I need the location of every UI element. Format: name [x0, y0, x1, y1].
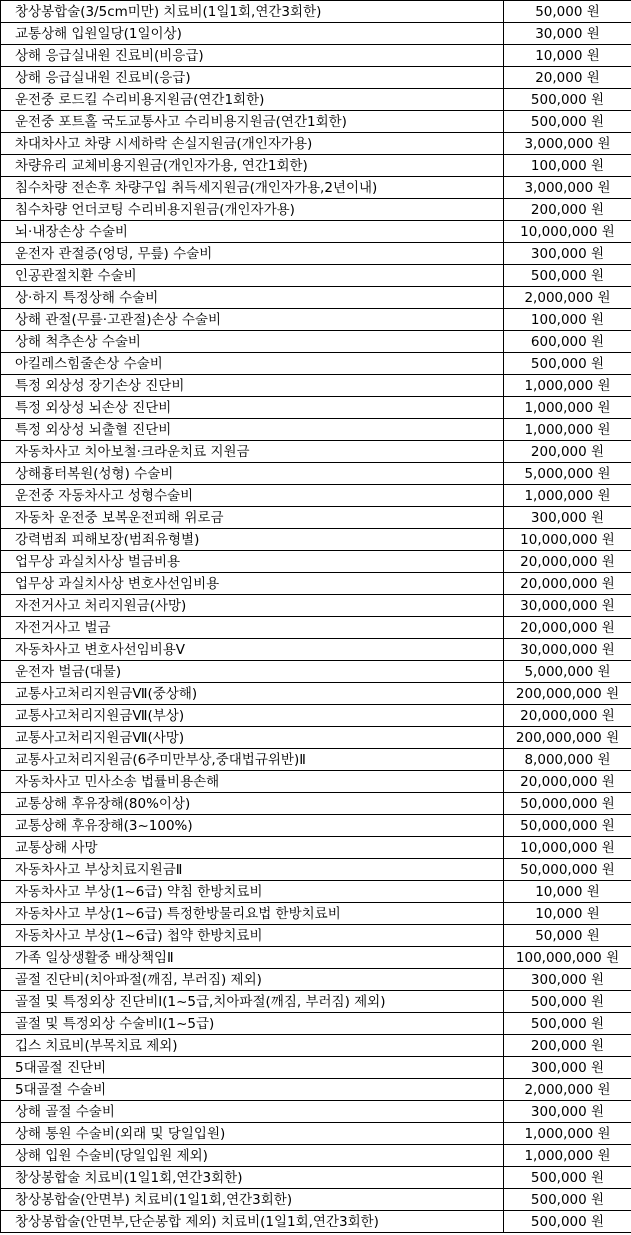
table-row	[1, 1079, 631, 1101]
coverage-name-cell: 창상봉합술 치료비(1일1회,연간3회한)	[1, 1167, 504, 1189]
coverage-amount-cell: 200,000 원	[504, 1035, 631, 1057]
table-row	[1, 1013, 631, 1035]
coverage-amount-cell: 500,000 원	[504, 89, 631, 111]
coverage-amount-cell: 3,000,000 원	[504, 177, 631, 199]
coverage-name-cell: 뇌·내장손상 수술비	[1, 221, 504, 243]
coverage-amount-cell: 1,000,000 원	[504, 419, 631, 441]
coverage-name-cell: 교통상해 후유장해(3~100%)	[1, 815, 504, 837]
table-row	[1, 463, 631, 485]
coverage-name-cell: 자전거사고 벌금	[1, 617, 504, 639]
coverage-name-cell: 자동차사고 부상(1~6급) 특정한방물리요법 한방치료비	[1, 903, 504, 925]
table-row	[1, 551, 631, 573]
coverage-amount-cell: 3,000,000 원	[504, 133, 631, 155]
coverage-amount-cell: 500,000 원	[504, 991, 631, 1013]
coverage-name-cell: 자동차사고 민사소송 법률비용손해	[1, 771, 504, 793]
coverage-name-cell: 상해 통원 수술비(외래 및 당일입원)	[1, 1123, 504, 1145]
table-row	[1, 221, 631, 243]
coverage-name-cell: 깁스 치료비(부목치료 제외)	[1, 1035, 504, 1057]
coverage-amount-cell: 500,000 원	[504, 111, 631, 133]
coverage-amount-cell: 20,000 원	[504, 67, 631, 89]
coverage-name-cell: 상해 응급실내원 진료비(응급)	[1, 67, 504, 89]
coverage-amount-cell: 20,000,000 원	[504, 617, 631, 639]
table-row	[1, 45, 631, 67]
table-row	[1, 749, 631, 771]
coverage-amount-cell: 300,000 원	[504, 507, 631, 529]
table-row	[1, 485, 631, 507]
table-row	[1, 573, 631, 595]
coverage-amount-cell: 20,000,000 원	[504, 573, 631, 595]
table-row	[1, 1145, 631, 1167]
coverage-name-cell: 교통사고처리지원금Ⅶ(부상)	[1, 705, 504, 727]
table-row	[1, 617, 631, 639]
coverage-amount-cell: 50,000,000 원	[504, 793, 631, 815]
coverage-name-cell: 운전중 로드킬 수리비용지원금(연간1회한)	[1, 89, 504, 111]
coverage-name-cell: 아킬레스힘줄손상 수술비	[1, 353, 504, 375]
coverage-name-cell: 골절 및 특정외상 진단비Ⅰ(1~5급,치아파절(깨짐, 부러짐) 제외)	[1, 991, 504, 1013]
coverage-amount-cell: 50,000,000 원	[504, 815, 631, 837]
table-row	[1, 595, 631, 617]
coverage-name-cell: 교통사고처리지원금(6주미만부상,중대법규위반)Ⅱ	[1, 749, 504, 771]
table-row	[1, 397, 631, 419]
coverage-name-cell: 자동차 운전중 보복운전피해 위로금	[1, 507, 504, 529]
coverage-name-cell: 상해 골절 수술비	[1, 1101, 504, 1123]
coverage-amount-cell: 300,000 원	[504, 969, 631, 991]
table-row	[1, 133, 631, 155]
table-row	[1, 925, 631, 947]
table-row	[1, 441, 631, 463]
coverage-amount-cell: 10,000,000 원	[504, 221, 631, 243]
coverage-name-cell: 창상봉합술(안면부,단순봉합 제외) 치료비(1일1회,연간3회한)	[1, 1211, 504, 1233]
coverage-name-cell: 운전자 관절증(엉덩, 무릎) 수술비	[1, 243, 504, 265]
coverage-amount-cell: 50,000,000 원	[504, 859, 631, 881]
coverage-name-cell: 인공관절치환 수술비	[1, 265, 504, 287]
coverage-amount-cell: 200,000 원	[504, 199, 631, 221]
table-row	[1, 837, 631, 859]
coverage-amount-cell: 300,000 원	[504, 1101, 631, 1123]
coverage-name-cell: 침수차량 전손후 차량구입 취득세지원금(개인자가용,2년이내)	[1, 177, 504, 199]
table-row	[1, 1189, 631, 1211]
coverage-amount-cell: 300,000 원	[504, 1057, 631, 1079]
coverage-name-cell: 특정 외상성 뇌출혈 진단비	[1, 419, 504, 441]
coverage-amount-cell: 50,000 원	[504, 1, 631, 23]
coverage-amount-cell: 500,000 원	[504, 1211, 631, 1233]
table-row	[1, 23, 631, 45]
coverage-amount-cell: 500,000 원	[504, 265, 631, 287]
coverage-amount-cell: 500,000 원	[504, 1167, 631, 1189]
coverage-amount-cell: 30,000,000 원	[504, 595, 631, 617]
coverage-name-cell: 침수차량 언더코팅 수리비용지원금(개인자가용)	[1, 199, 504, 221]
coverage-name-cell: 운전자 벌금(대물)	[1, 661, 504, 683]
table-row	[1, 111, 631, 133]
table-row	[1, 1167, 631, 1189]
coverage-name-cell: 5대골절 수술비	[1, 1079, 504, 1101]
coverage-amount-cell: 1,000,000 원	[504, 1145, 631, 1167]
table-row	[1, 815, 631, 837]
coverage-amount-cell: 500,000 원	[504, 1013, 631, 1035]
coverage-name-cell: 자동차사고 치아보철·크라운치료 지원금	[1, 441, 504, 463]
table-row	[1, 331, 631, 353]
coverage-name-cell: 자동차사고 부상(1~6급) 약침 한방치료비	[1, 881, 504, 903]
coverage-amount-cell: 50,000 원	[504, 925, 631, 947]
coverage-name-cell: 교통상해 사망	[1, 837, 504, 859]
table-row	[1, 705, 631, 727]
table-row	[1, 1057, 631, 1079]
coverage-name-cell: 특정 외상성 뇌손상 진단비	[1, 397, 504, 419]
coverage-amount-cell: 2,000,000 원	[504, 1079, 631, 1101]
coverage-name-cell: 자동차사고 변호사선임비용Ⅴ	[1, 639, 504, 661]
coverage-amount-cell: 10,000,000 원	[504, 837, 631, 859]
coverage-amount-cell: 500,000 원	[504, 1189, 631, 1211]
table-row	[1, 771, 631, 793]
coverage-amount-cell: 8,000,000 원	[504, 749, 631, 771]
coverage-amount-cell: 100,000 원	[504, 309, 631, 331]
coverage-name-cell: 상해흉터복원(성형) 수술비	[1, 463, 504, 485]
coverage-name-cell: 5대골절 진단비	[1, 1057, 504, 1079]
coverage-name-cell: 창상봉합술(3/5cm미만) 치료비(1일1회,연간3회한)	[1, 1, 504, 23]
table-row	[1, 1211, 631, 1233]
coverage-amount-cell: 500,000 원	[504, 353, 631, 375]
coverage-amount-cell: 10,000 원	[504, 881, 631, 903]
coverage-name-cell: 자전거사고 처리지원금(사망)	[1, 595, 504, 617]
coverage-name-cell: 가족 일상생활중 배상책임Ⅱ	[1, 947, 504, 969]
table-row	[1, 287, 631, 309]
table-row	[1, 661, 631, 683]
table-row	[1, 507, 631, 529]
table-row	[1, 419, 631, 441]
coverage-amount-cell: 1,000,000 원	[504, 375, 631, 397]
coverage-name-cell: 업무상 과실치사상 벌금비용	[1, 551, 504, 573]
table-row	[1, 859, 631, 881]
coverage-name-cell: 교통사고처리지원금Ⅶ(중상해)	[1, 683, 504, 705]
coverage-name-cell: 차대차사고 차량 시세하락 손실지원금(개인자가용)	[1, 133, 504, 155]
coverage-name-cell: 자동차사고 부상치료지원금Ⅱ	[1, 859, 504, 881]
coverage-amount-cell: 20,000,000 원	[504, 705, 631, 727]
coverage-amount-cell: 200,000 원	[504, 441, 631, 463]
table-row	[1, 727, 631, 749]
table-row	[1, 639, 631, 661]
table-row	[1, 793, 631, 815]
coverage-name-cell: 차량유리 교체비용지원금(개인자가용, 연간1회한)	[1, 155, 504, 177]
coverage-amount-cell: 10,000 원	[504, 903, 631, 925]
coverage-name-cell: 상해 척추손상 수술비	[1, 331, 504, 353]
coverage-amount-cell: 100,000 원	[504, 155, 631, 177]
table-row	[1, 353, 631, 375]
coverage-amount-cell: 20,000,000 원	[504, 551, 631, 573]
coverage-name-cell: 상해 입원 수술비(당일입원 제외)	[1, 1145, 504, 1167]
coverage-name-cell: 자동차사고 부상(1~6급) 첩약 한방치료비	[1, 925, 504, 947]
coverage-name-cell: 교통상해 입원일당(1일이상)	[1, 23, 504, 45]
coverage-name-cell: 특정 외상성 장기손상 진단비	[1, 375, 504, 397]
table-row	[1, 177, 631, 199]
table-row	[1, 1, 631, 23]
coverage-amount-cell: 300,000 원	[504, 243, 631, 265]
table-row	[1, 903, 631, 925]
table-row	[1, 375, 631, 397]
coverage-name-cell: 운전중 자동차사고 성형수술비	[1, 485, 504, 507]
coverage-name-cell: 운전중 포트홀 국도교통사고 수리비용지원금(연간1회한)	[1, 111, 504, 133]
coverage-amount-cell: 600,000 원	[504, 331, 631, 353]
table-row	[1, 683, 631, 705]
coverage-name-cell: 골절 진단비(치아파절(깨짐, 부러짐) 제외)	[1, 969, 504, 991]
table-row	[1, 991, 631, 1013]
coverage-name-cell: 교통상해 후유장해(80%이상)	[1, 793, 504, 815]
coverage-amount-cell: 30,000,000 원	[504, 639, 631, 661]
coverage-amount-cell: 1,000,000 원	[504, 485, 631, 507]
table-row	[1, 265, 631, 287]
table-row	[1, 243, 631, 265]
coverage-amount-cell: 5,000,000 원	[504, 661, 631, 683]
coverage-amount-cell: 1,000,000 원	[504, 397, 631, 419]
coverage-name-cell: 골절 및 특정외상 수술비Ⅰ(1~5급)	[1, 1013, 504, 1035]
table-row	[1, 67, 631, 89]
coverage-name-cell: 상해 응급실내원 진료비(비응급)	[1, 45, 504, 67]
coverage-amount-cell: 1,000,000 원	[504, 1123, 631, 1145]
coverage-amount-cell: 20,000,000 원	[504, 771, 631, 793]
coverage-name-cell: 교통사고처리지원금Ⅶ(사망)	[1, 727, 504, 749]
coverage-amount-cell: 200,000,000 원	[504, 727, 631, 749]
coverage-amount-cell: 100,000,000 원	[504, 947, 631, 969]
coverage-amount-cell: 30,000 원	[504, 23, 631, 45]
coverage-table-body	[1, 1, 631, 1233]
coverage-name-cell: 상·하지 특정상해 수술비	[1, 287, 504, 309]
table-row	[1, 309, 631, 331]
coverage-name-cell: 강력범죄 피해보장(범죄유형별)	[1, 529, 504, 551]
coverage-amount-cell: 200,000,000 원	[504, 683, 631, 705]
table-row	[1, 881, 631, 903]
coverage-name-cell: 창상봉합술(안면부) 치료비(1일1회,연간3회한)	[1, 1189, 504, 1211]
table-row	[1, 89, 631, 111]
coverage-amount-cell: 2,000,000 원	[504, 287, 631, 309]
table-row	[1, 1123, 631, 1145]
table-row	[1, 155, 631, 177]
coverage-name-cell: 상해 관절(무릎·고관절)손상 수술비	[1, 309, 504, 331]
table-row	[1, 947, 631, 969]
table-row	[1, 1035, 631, 1057]
coverage-amount-cell: 10,000 원	[504, 45, 631, 67]
coverage-name-cell: 업무상 과실치사상 변호사선임비용	[1, 573, 504, 595]
table-row	[1, 969, 631, 991]
table-row	[1, 1101, 631, 1123]
coverage-amount-cell: 5,000,000 원	[504, 463, 631, 485]
coverage-amount-cell: 10,000,000 원	[504, 529, 631, 551]
table-row	[1, 199, 631, 221]
table-row	[1, 529, 631, 551]
